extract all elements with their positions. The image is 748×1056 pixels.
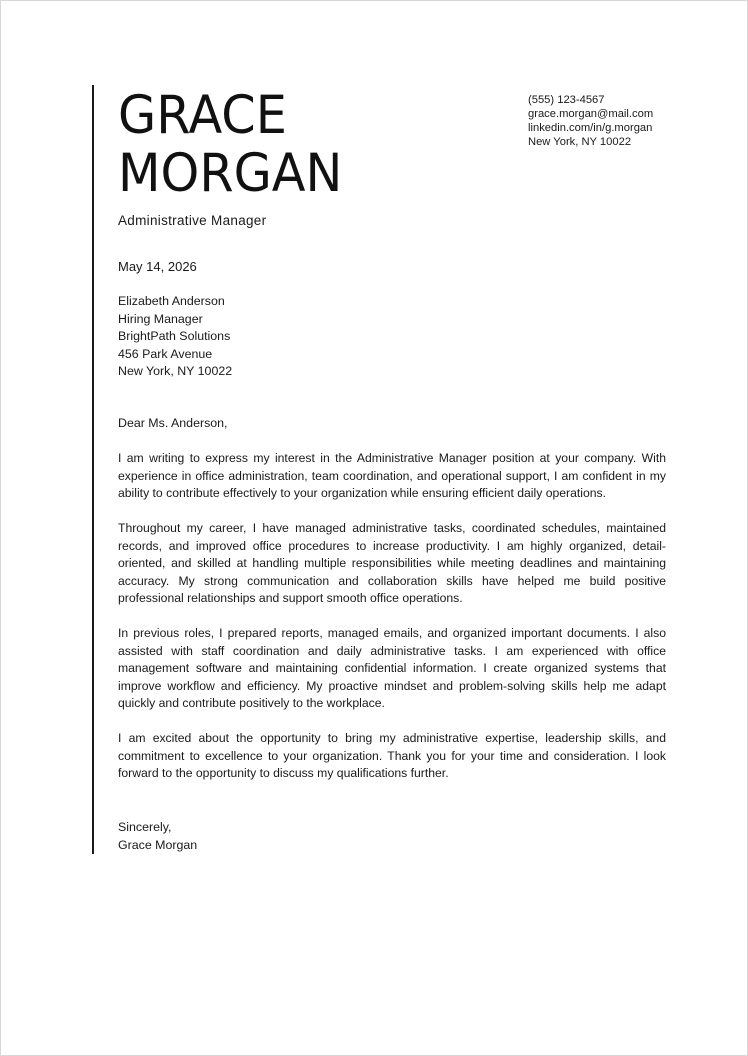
recipient-block bbox=[118, 293, 232, 381]
applicant-name bbox=[118, 87, 342, 203]
recipient-title: Hiring Manager bbox=[118, 311, 203, 326]
recipient-street: 456 Park Avenue bbox=[118, 346, 213, 361]
contact-email: grace.morgan@mail.com bbox=[528, 108, 654, 120]
signature-name: Grace Morgan bbox=[118, 837, 198, 852]
letter-date: May 14, 2026 bbox=[118, 259, 197, 274]
closing-phrase: Sincerely, bbox=[118, 820, 172, 834]
recipient-company: BrightPath Solutions bbox=[118, 329, 231, 343]
contact-linkedin: linkedin.com/in/g.morgan bbox=[528, 122, 653, 134]
closing-block bbox=[118, 819, 197, 854]
body-paragraph-4: I am excited about the opportunity to bring my administrative expertise, leadership skills, and commitment to excellence to your organization. Thank you for your time and consideration. I look forward to the opportunity to discuss my qualifications further. bbox=[118, 731, 666, 780]
job-title: Administrative Manager bbox=[118, 213, 267, 228]
contact-phone: (555) 123-4567 bbox=[528, 94, 605, 106]
contact-block bbox=[528, 93, 653, 149]
body-paragraph-1: I am writing to express my interest in the Administrative Manager position at your company. With experience in office administration, team coordination, and operational support, I am confident in my ability to contribute effectively to your organization while ensuring efficient daily operations. bbox=[118, 451, 666, 500]
salutation: Dear Ms. Anderson, bbox=[118, 416, 228, 430]
left-accent-rule bbox=[92, 85, 94, 854]
name-first: GRACE bbox=[118, 85, 287, 146]
body-paragraph-3: In previous roles, I prepared reports, managed emails, and organized important documents. I also assisted with staff coordination and daily administrative tasks. I am experienced with office management software and maintaining confidential information. I create organized systems that improve workflow and efficiency. My proactive mindset and problem-solving skills help me adapt quickly and contribute positively to the workplace. bbox=[118, 626, 666, 710]
body-paragraph-2: Throughout my career, I have managed administrative tasks, coordinated schedules, maintained records, and improved office procedures to increase productivity. I am highly organized, detail-oriented, and skilled at handling multiple responsibilities while meeting deadlines and maintaining accuracy. My strong communication and collaboration skills have helped me build positive professional relationships and support smooth office operations. bbox=[118, 521, 666, 605]
recipient-city: New York, NY 10022 bbox=[118, 364, 233, 378]
name-last: MORGAN bbox=[118, 143, 343, 204]
recipient-name: Elizabeth Anderson bbox=[118, 294, 225, 308]
contact-location: New York, NY 10022 bbox=[528, 136, 632, 148]
